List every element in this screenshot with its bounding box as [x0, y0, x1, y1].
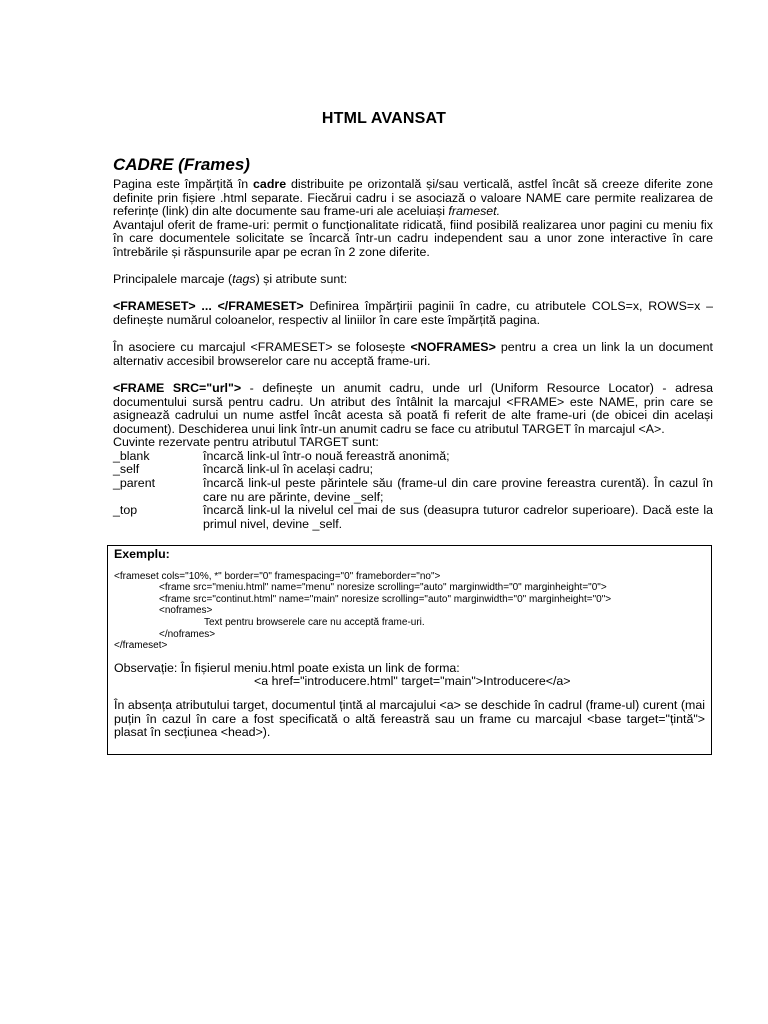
observation-text: Observație: În fișierul meniu.html poate exista un link de forma:	[114, 660, 460, 675]
example-box	[107, 545, 712, 755]
target-intro: Cuvinte rezervate pentru atributul TARGET sunt:	[113, 435, 379, 450]
intro-paragraph-2: Avantajul oferit de frame-uri: permit o funcționalitate ridicată, fiind posibilă realizarea unor pagini cu meniu fix în care documentele solicitate se încarcă într-un cadru independent sau a unor zone interactive în care întrebările și răspunsurile apar pe ecran în 2 zone diferite.	[113, 217, 713, 259]
target-desc: încarcă link-ul la nivelul cel mai de sus (deasupra tuturor cadrelor superioare). Dacă este la primul nivel, devine _self.	[203, 503, 713, 531]
target-key: _top	[113, 503, 138, 518]
target-desc: încarcă link-ul într-o nouă fereastră anonimă;	[203, 448, 450, 463]
observation-link-example: <a href="introducere.html" target="main">Introducere</a>	[254, 674, 571, 689]
target-key: _parent	[113, 476, 156, 491]
noframes-paragraph: În asociere cu marcajul <FRAMESET> se folosește <NOFRAMES> pentru a crea un link la un document alternativ accesibil browserelor care nu acceptă frame-uri.	[113, 340, 713, 368]
target-desc: încarcă link-ul în același cadru;	[203, 462, 374, 477]
intro-paragraph-1: Pagina este împărțită în cadre distribuite pe orizontală și/sau verticală, astfel încât să creeze diferite zone definite prin fișiere .html separate. Fiecărui cadru i se asociază o valoare NAME care permite realizarea de referințe (link) din alte documente sau frame-uri ale aceluiași frameset.	[113, 177, 713, 219]
page-title: HTML AVANSAT	[321, 110, 447, 127]
tags-intro: Principalele marcaje (tags) și atribute sunt:	[113, 272, 348, 287]
section-heading: CADRE (Frames)	[113, 155, 250, 174]
code-line: <frameset cols="10%, *" border="0" framespacing="0" frameborder="no">	[114, 570, 441, 582]
frameset-paragraph: <FRAMESET> ... </FRAMESET> Definirea împărțirii paginii în cadre, cu atributele COLS=x, ROWS=x – definește numărul coloanelor, respectiv al liniilor în care este împărțită pagina.	[113, 299, 713, 327]
target-row	[113, 450, 713, 464]
target-key: _self	[113, 462, 140, 477]
code-line: </frameset>	[114, 640, 168, 652]
target-row	[113, 504, 713, 531]
code-line: </noframes>	[159, 628, 216, 640]
target-key: _blank	[113, 448, 150, 463]
code-block	[114, 571, 705, 652]
example-label: Exemplu:	[114, 547, 170, 561]
code-line: <noframes>	[159, 605, 213, 617]
target-row	[113, 477, 713, 504]
body-text	[113, 178, 713, 531]
code-line: <frame src="continut.html" name="main" noresize scrolling="auto" marginwidth="0" marginheight="0">	[159, 593, 612, 605]
target-desc: încarcă link-ul peste părintele său (frame-ul din care provine fereastra curentă). În cazul în care nu are părinte, devine _self;	[203, 476, 713, 504]
target-note: În absența atributului target, documentul țintă al marcajului <a> se deschide în cadrul (frame-ul) curent (mai puțin în cazul în care a fost specificată o altă fereastră sau un frame cu marcajul <base target="țintă"> plasat în secțiunea <head>).	[114, 697, 705, 740]
code-line: Text pentru browserele care nu acceptă frame-uri.	[204, 616, 425, 628]
frame-paragraph: <FRAME SRC="url"> - definește un anumit cadru, unde url (Uniform Resource Locator) - adresa documentului sursă pentru cadru. Un atribut des întâlnit la marcajul <FRAME> este NAME, prin care se asignează cadrului un nume astfel încât acesta să poată fi referit de alte frame-uri (de obicei din același document). Deschiderea unui link într-un anumit cadru se face cu atributul TARGET în marcajul <A>.	[113, 380, 713, 436]
code-line: <frame src="meniu.html" name="menu" noresize scrolling="auto" marginwidth="0" marginheight="0">	[159, 582, 607, 594]
